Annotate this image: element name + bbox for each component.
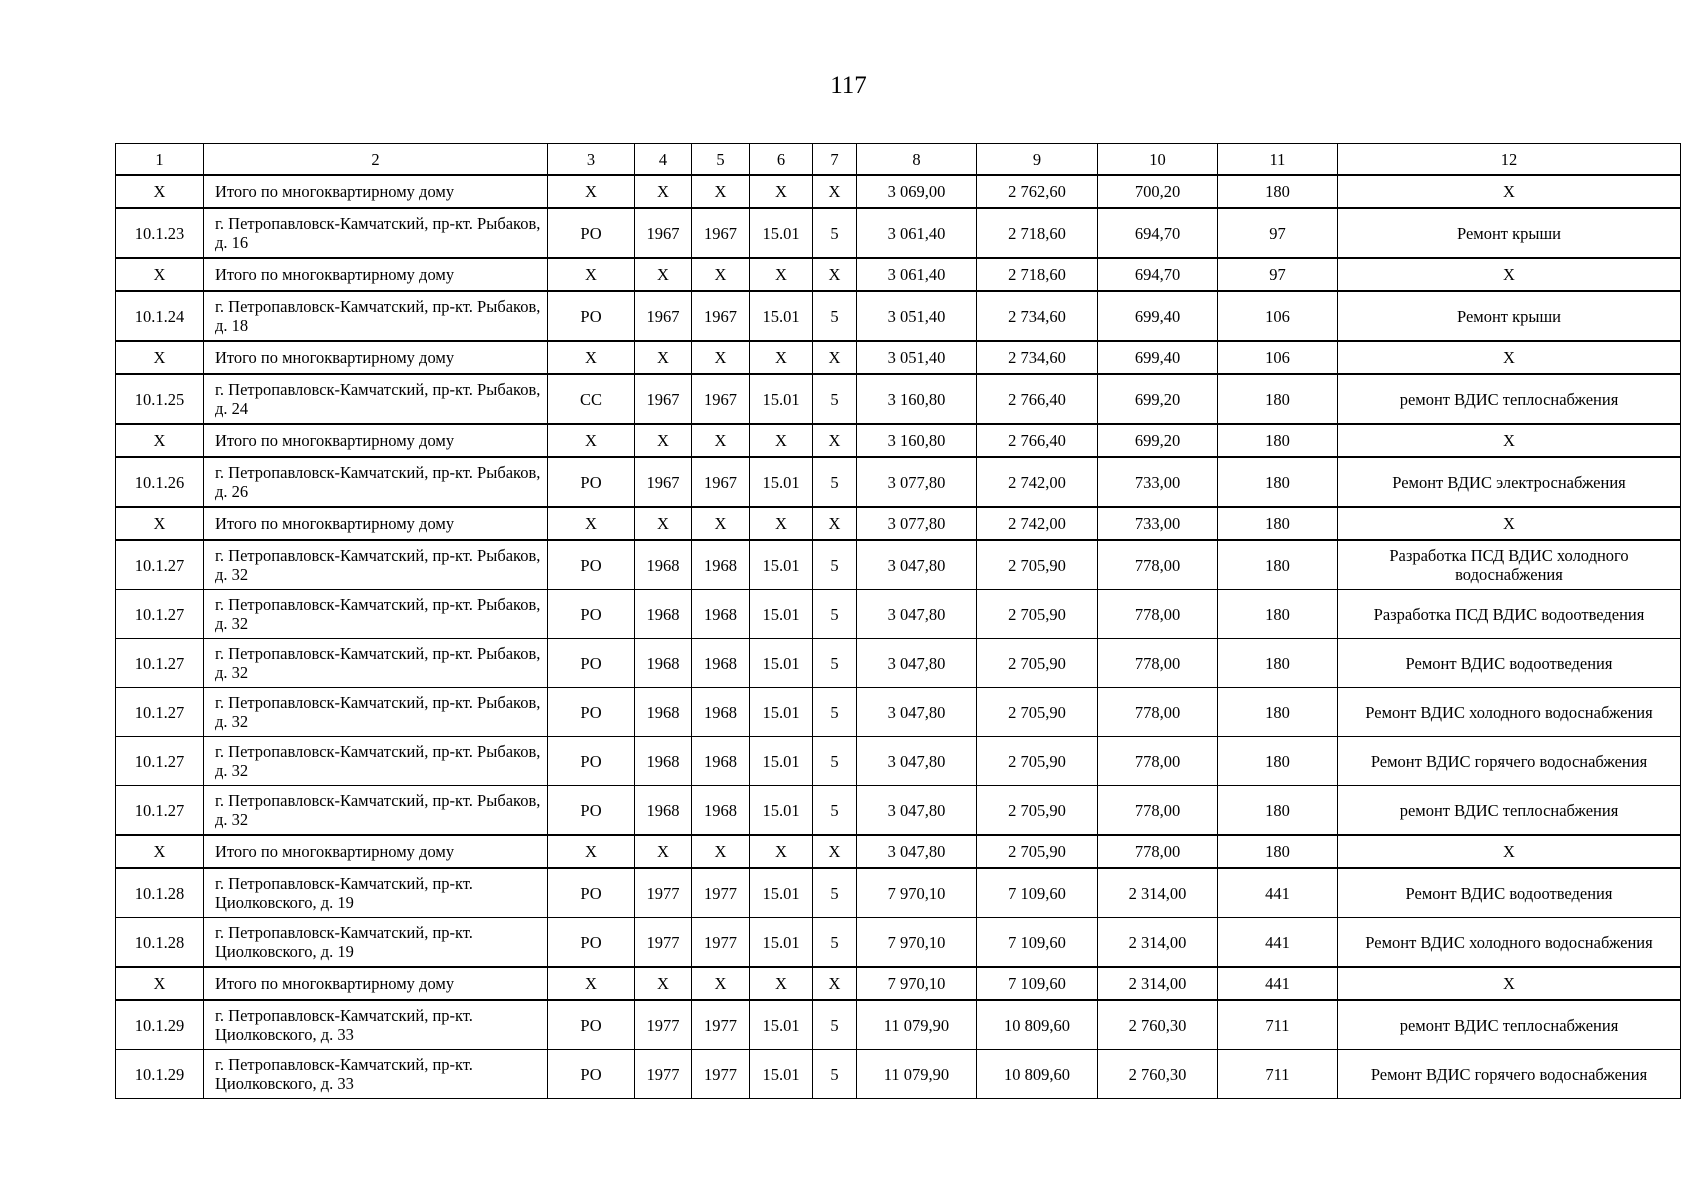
table-cell: X <box>1338 507 1681 540</box>
table-cell: 5 <box>813 868 857 918</box>
table-cell: 3 061,40 <box>857 208 977 258</box>
table-cell: Итого по многоквартирному дому <box>204 835 548 868</box>
table-cell: 11 079,90 <box>857 1050 977 1099</box>
table-cell: 1967 <box>692 457 750 507</box>
table-cell: 2 705,90 <box>977 590 1098 639</box>
table-cell: 1967 <box>635 291 692 341</box>
table-cell: 5 <box>813 457 857 507</box>
column-header: 3 <box>548 144 635 176</box>
table-cell: 7 109,60 <box>977 967 1098 1000</box>
table-cell: 733,00 <box>1098 457 1218 507</box>
header-row <box>116 144 1681 176</box>
table-cell: 11 079,90 <box>857 1000 977 1050</box>
table-cell: 3 069,00 <box>857 175 977 208</box>
table-cell: X <box>116 175 204 208</box>
table-cell: X <box>635 175 692 208</box>
table-cell: X <box>116 424 204 457</box>
table-cell: 10.1.27 <box>116 688 204 737</box>
table-cell: X <box>548 175 635 208</box>
table-cell: г. Петропавловск-Камчатский, пр-кт. Циолковского, д. 19 <box>204 918 548 968</box>
table-cell: 15.01 <box>750 1000 813 1050</box>
table-cell: 180 <box>1218 590 1338 639</box>
table-cell: 1968 <box>635 737 692 786</box>
table-cell: 15.01 <box>750 208 813 258</box>
table-cell: 778,00 <box>1098 786 1218 836</box>
table-cell: РО <box>548 737 635 786</box>
column-header: 11 <box>1218 144 1338 176</box>
table-cell: X <box>116 835 204 868</box>
table-cell: 778,00 <box>1098 540 1218 590</box>
table-cell: 2 314,00 <box>1098 967 1218 1000</box>
table-cell: Ремонт ВДИС горячего водоснабжения <box>1338 1050 1681 1099</box>
table-cell: X <box>813 258 857 291</box>
table-cell: 5 <box>813 918 857 968</box>
table-cell: 15.01 <box>750 786 813 836</box>
table-cell: X <box>635 258 692 291</box>
table-cell: 1967 <box>635 208 692 258</box>
table-cell: РО <box>548 457 635 507</box>
table-cell: 106 <box>1218 291 1338 341</box>
column-header: 2 <box>204 144 548 176</box>
table-cell: Разработка ПСД ВДИС водоотведения <box>1338 590 1681 639</box>
table-cell: X <box>750 341 813 374</box>
total-row <box>116 835 1681 868</box>
table-cell: X <box>1338 258 1681 291</box>
table-cell: Итого по многоквартирному дому <box>204 507 548 540</box>
table-cell: 3 047,80 <box>857 835 977 868</box>
table-cell: РО <box>548 208 635 258</box>
table-cell: Итого по многоквартирному дому <box>204 175 548 208</box>
table-cell: 10.1.28 <box>116 918 204 968</box>
table-cell: X <box>1338 835 1681 868</box>
table-cell: 10.1.23 <box>116 208 204 258</box>
table-cell: СС <box>548 374 635 424</box>
table-cell: X <box>813 967 857 1000</box>
table-cell: 7 970,10 <box>857 918 977 968</box>
table-cell: 180 <box>1218 540 1338 590</box>
table-cell: 441 <box>1218 918 1338 968</box>
table-cell: 1977 <box>692 868 750 918</box>
table-cell: 5 <box>813 737 857 786</box>
table-row <box>116 457 1681 507</box>
table-cell: 2 766,40 <box>977 424 1098 457</box>
table-cell: 441 <box>1218 967 1338 1000</box>
table-cell: 5 <box>813 590 857 639</box>
table-cell: 180 <box>1218 737 1338 786</box>
table-cell: 3 160,80 <box>857 374 977 424</box>
table-cell: г. Петропавловск-Камчатский, пр-кт. Рыбаков, д. 26 <box>204 457 548 507</box>
table-cell: 694,70 <box>1098 208 1218 258</box>
table-cell: г. Петропавловск-Камчатский, пр-кт. Циолковского, д. 33 <box>204 1000 548 1050</box>
table-cell: г. Петропавловск-Камчатский, пр-кт. Рыбаков, д. 18 <box>204 291 548 341</box>
table-cell: 3 047,80 <box>857 786 977 836</box>
table-cell: Итого по многоквартирному дому <box>204 967 548 1000</box>
table-cell: 15.01 <box>750 639 813 688</box>
table-cell: 15.01 <box>750 291 813 341</box>
table-cell: 7 970,10 <box>857 967 977 1000</box>
table-cell: X <box>692 175 750 208</box>
table-cell: X <box>750 175 813 208</box>
table-cell: 3 051,40 <box>857 341 977 374</box>
table-cell: 180 <box>1218 424 1338 457</box>
total-row <box>116 258 1681 291</box>
total-row <box>116 507 1681 540</box>
table-cell: Ремонт крыши <box>1338 291 1681 341</box>
table-cell: 2 760,30 <box>1098 1050 1218 1099</box>
table-cell: 441 <box>1218 868 1338 918</box>
table-row <box>116 688 1681 737</box>
table-cell: X <box>116 341 204 374</box>
table-cell: 5 <box>813 374 857 424</box>
table-cell: 3 077,80 <box>857 457 977 507</box>
table-row <box>116 374 1681 424</box>
table-cell: Ремонт ВДИС холодного водоснабжения <box>1338 688 1681 737</box>
table-row <box>116 208 1681 258</box>
table-cell: 2 718,60 <box>977 258 1098 291</box>
table-cell: 1977 <box>635 868 692 918</box>
table-cell: 180 <box>1218 175 1338 208</box>
table-cell: г. Петропавловск-Камчатский, пр-кт. Рыбаков, д. 32 <box>204 688 548 737</box>
table-cell: 97 <box>1218 258 1338 291</box>
table-cell: X <box>548 507 635 540</box>
table-cell: РО <box>548 786 635 836</box>
table-cell: 180 <box>1218 835 1338 868</box>
table-cell: 2 734,60 <box>977 291 1098 341</box>
total-row <box>116 967 1681 1000</box>
table-cell: г. Петропавловск-Камчатский, пр-кт. Рыбаков, д. 32 <box>204 639 548 688</box>
table-cell: 10.1.26 <box>116 457 204 507</box>
table-cell: 15.01 <box>750 868 813 918</box>
table-cell: X <box>548 258 635 291</box>
table-cell: 699,40 <box>1098 341 1218 374</box>
table-cell: X <box>750 835 813 868</box>
table-cell: 5 <box>813 540 857 590</box>
table-cell: Ремонт ВДИС электроснабжения <box>1338 457 1681 507</box>
table-cell: X <box>813 341 857 374</box>
table-cell: 1968 <box>692 639 750 688</box>
table-cell: X <box>750 258 813 291</box>
column-header: 10 <box>1098 144 1218 176</box>
table-cell: 733,00 <box>1098 507 1218 540</box>
table-cell: Ремонт ВДИС водоотведения <box>1338 868 1681 918</box>
table-row <box>116 786 1681 836</box>
table-cell: 5 <box>813 291 857 341</box>
table-cell: 778,00 <box>1098 590 1218 639</box>
table-cell: X <box>1338 175 1681 208</box>
table-cell: 3 077,80 <box>857 507 977 540</box>
table-cell: 5 <box>813 786 857 836</box>
table-cell: г. Петропавловск-Камчатский, пр-кт. Рыбаков, д. 32 <box>204 737 548 786</box>
column-header: 9 <box>977 144 1098 176</box>
table-cell: 694,70 <box>1098 258 1218 291</box>
table-cell: 2 766,40 <box>977 374 1098 424</box>
table-cell: 10.1.25 <box>116 374 204 424</box>
table-cell: 1968 <box>635 540 692 590</box>
table-cell: 1977 <box>635 918 692 968</box>
table-cell: 2 760,30 <box>1098 1000 1218 1050</box>
table-cell: 106 <box>1218 341 1338 374</box>
table-cell: 1968 <box>692 688 750 737</box>
table-cell: 2 705,90 <box>977 540 1098 590</box>
table-cell: ремонт ВДИС теплоснабжения <box>1338 786 1681 836</box>
table-cell: РО <box>548 590 635 639</box>
table-cell: 10.1.24 <box>116 291 204 341</box>
table-cell: 7 109,60 <box>977 918 1098 968</box>
table-cell: Итого по многоквартирному дому <box>204 424 548 457</box>
column-header: 8 <box>857 144 977 176</box>
table-cell: X <box>692 258 750 291</box>
table-cell: 2 705,90 <box>977 737 1098 786</box>
table-cell: 2 705,90 <box>977 835 1098 868</box>
table-cell: 10 809,60 <box>977 1050 1098 1099</box>
table-cell: 1967 <box>692 208 750 258</box>
table-cell: X <box>548 835 635 868</box>
table-cell: X <box>635 424 692 457</box>
table-cell: X <box>635 835 692 868</box>
table-cell: 5 <box>813 208 857 258</box>
table-cell: РО <box>548 688 635 737</box>
table-cell: г. Петропавловск-Камчатский, пр-кт. Рыбаков, д. 24 <box>204 374 548 424</box>
table-cell: 1967 <box>635 374 692 424</box>
table-cell: 778,00 <box>1098 737 1218 786</box>
table-cell: 3 051,40 <box>857 291 977 341</box>
table-cell: 1977 <box>692 1050 750 1099</box>
table-cell: 5 <box>813 1050 857 1099</box>
table-cell: 5 <box>813 688 857 737</box>
table-cell: РО <box>548 540 635 590</box>
table-cell: 180 <box>1218 639 1338 688</box>
table-cell: Итого по многоквартирному дому <box>204 341 548 374</box>
table-cell: 3 160,80 <box>857 424 977 457</box>
table-cell: 10.1.27 <box>116 737 204 786</box>
table-cell: 15.01 <box>750 918 813 968</box>
table-row <box>116 868 1681 918</box>
table-cell: 180 <box>1218 786 1338 836</box>
table-cell: X <box>1338 424 1681 457</box>
table-cell: 7 970,10 <box>857 868 977 918</box>
column-header: 7 <box>813 144 857 176</box>
table-cell: г. Петропавловск-Камчатский, пр-кт. Циолковского, д. 33 <box>204 1050 548 1099</box>
table-cell: X <box>750 967 813 1000</box>
column-header: 12 <box>1338 144 1681 176</box>
table-cell: 180 <box>1218 457 1338 507</box>
table-cell: 3 047,80 <box>857 639 977 688</box>
column-header: 1 <box>116 144 204 176</box>
table-cell: 3 047,80 <box>857 737 977 786</box>
table-cell: X <box>116 967 204 1000</box>
table-cell: 180 <box>1218 374 1338 424</box>
table-cell: 10 809,60 <box>977 1000 1098 1050</box>
table-cell: 1968 <box>692 786 750 836</box>
table-cell: Разработка ПСД ВДИС холодного водоснабжения <box>1338 540 1681 590</box>
table-cell: Ремонт ВДИС холодного водоснабжения <box>1338 918 1681 968</box>
table-cell: X <box>692 341 750 374</box>
table-cell: 2 314,00 <box>1098 918 1218 968</box>
table-cell: 15.01 <box>750 457 813 507</box>
table-cell: 5 <box>813 1000 857 1050</box>
table-cell: Ремонт крыши <box>1338 208 1681 258</box>
page-number: 117 <box>830 72 867 99</box>
table-cell: 10.1.29 <box>116 1050 204 1099</box>
table-cell: 699,20 <box>1098 424 1218 457</box>
table-cell: 10.1.27 <box>116 786 204 836</box>
table-cell: 778,00 <box>1098 835 1218 868</box>
table-cell: 1977 <box>635 1050 692 1099</box>
table-cell: X <box>116 258 204 291</box>
table-cell: X <box>635 341 692 374</box>
table-cell: 2 705,90 <box>977 639 1098 688</box>
table-cell: РО <box>548 1050 635 1099</box>
table-cell: г. Петропавловск-Камчатский, пр-кт. Циолковского, д. 19 <box>204 868 548 918</box>
table-cell: 180 <box>1218 507 1338 540</box>
table-cell: 15.01 <box>750 1050 813 1099</box>
table-cell: 15.01 <box>750 688 813 737</box>
table-cell: 711 <box>1218 1050 1338 1099</box>
data-table <box>115 143 1681 1099</box>
table-cell: г. Петропавловск-Камчатский, пр-кт. Рыбаков, д. 16 <box>204 208 548 258</box>
table-cell: X <box>813 507 857 540</box>
total-row <box>116 341 1681 374</box>
table-cell: 2 705,90 <box>977 688 1098 737</box>
table-row <box>116 291 1681 341</box>
table-cell: 1977 <box>692 918 750 968</box>
table-row <box>116 737 1681 786</box>
table-cell: ремонт ВДИС теплоснабжения <box>1338 1000 1681 1050</box>
table-cell: 1968 <box>635 639 692 688</box>
table-cell: РО <box>548 868 635 918</box>
table-cell: 2 762,60 <box>977 175 1098 208</box>
table-cell: 10.1.29 <box>116 1000 204 1050</box>
table-row <box>116 639 1681 688</box>
table-cell: 778,00 <box>1098 639 1218 688</box>
table-cell: X <box>750 507 813 540</box>
table-cell: 2 314,00 <box>1098 868 1218 918</box>
table-cell: 15.01 <box>750 374 813 424</box>
table-cell: X <box>692 835 750 868</box>
table-cell: X <box>692 967 750 1000</box>
total-row <box>116 175 1681 208</box>
table-cell: ремонт ВДИС теплоснабжения <box>1338 374 1681 424</box>
table-cell: г. Петропавловск-Камчатский, пр-кт. Рыбаков, д. 32 <box>204 786 548 836</box>
table-cell: РО <box>548 291 635 341</box>
table-cell: 1968 <box>692 540 750 590</box>
table-cell: Ремонт ВДИС водоотведения <box>1338 639 1681 688</box>
table-cell: 1968 <box>692 737 750 786</box>
table-cell: 1968 <box>692 590 750 639</box>
table-cell: 15.01 <box>750 737 813 786</box>
table-cell: г. Петропавловск-Камчатский, пр-кт. Рыбаков, д. 32 <box>204 590 548 639</box>
table-cell: РО <box>548 639 635 688</box>
table-cell: 5 <box>813 639 857 688</box>
table-cell: РО <box>548 918 635 968</box>
table-cell: X <box>692 507 750 540</box>
table-cell: X <box>635 507 692 540</box>
table-cell: 10.1.28 <box>116 868 204 918</box>
table-cell: 15.01 <box>750 540 813 590</box>
table-cell: 1967 <box>692 291 750 341</box>
table-cell: X <box>692 424 750 457</box>
table-cell: Итого по многоквартирному дому <box>204 258 548 291</box>
table-cell: 778,00 <box>1098 688 1218 737</box>
table-cell: 1968 <box>635 590 692 639</box>
table-cell: 2 742,00 <box>977 457 1098 507</box>
table-cell: 10.1.27 <box>116 590 204 639</box>
table-cell: X <box>116 507 204 540</box>
table-cell: 10.1.27 <box>116 639 204 688</box>
table-cell: 711 <box>1218 1000 1338 1050</box>
table-cell: 97 <box>1218 208 1338 258</box>
table-cell: 2 705,90 <box>977 786 1098 836</box>
table-cell: X <box>813 424 857 457</box>
table-cell: X <box>635 967 692 1000</box>
column-header: 6 <box>750 144 813 176</box>
total-row <box>116 424 1681 457</box>
table-cell: 1977 <box>692 1000 750 1050</box>
table-cell: 7 109,60 <box>977 868 1098 918</box>
table-cell: X <box>813 175 857 208</box>
table-cell: 3 047,80 <box>857 688 977 737</box>
table-cell: 699,20 <box>1098 374 1218 424</box>
table-row <box>116 918 1681 968</box>
table-cell: 3 047,80 <box>857 590 977 639</box>
table-cell: X <box>1338 341 1681 374</box>
table-cell: г. Петропавловск-Камчатский, пр-кт. Рыбаков, д. 32 <box>204 540 548 590</box>
table-row <box>116 1050 1681 1099</box>
table-cell: X <box>813 835 857 868</box>
table-row <box>116 590 1681 639</box>
table-cell: 1967 <box>692 374 750 424</box>
table-cell: X <box>548 341 635 374</box>
table-cell: 2 718,60 <box>977 208 1098 258</box>
table-cell: 3 047,80 <box>857 540 977 590</box>
table-cell: 700,20 <box>1098 175 1218 208</box>
table-cell: 180 <box>1218 688 1338 737</box>
table-cell: 3 061,40 <box>857 258 977 291</box>
table-cell: 1967 <box>635 457 692 507</box>
table-cell: 2 742,00 <box>977 507 1098 540</box>
table-cell: Ремонт ВДИС горячего водоснабжения <box>1338 737 1681 786</box>
table-cell: 2 734,60 <box>977 341 1098 374</box>
table-cell: РО <box>548 1000 635 1050</box>
column-header: 5 <box>692 144 750 176</box>
table-cell: X <box>1338 967 1681 1000</box>
table-cell: 10.1.27 <box>116 540 204 590</box>
table-cell: 1968 <box>635 688 692 737</box>
table-cell: X <box>548 424 635 457</box>
table-cell: X <box>750 424 813 457</box>
column-header: 4 <box>635 144 692 176</box>
table-cell: 1977 <box>635 1000 692 1050</box>
table-row <box>116 1000 1681 1050</box>
table-row <box>116 540 1681 590</box>
table-cell: 15.01 <box>750 590 813 639</box>
table-cell: 699,40 <box>1098 291 1218 341</box>
table-cell: X <box>548 967 635 1000</box>
table-cell: 1968 <box>635 786 692 836</box>
